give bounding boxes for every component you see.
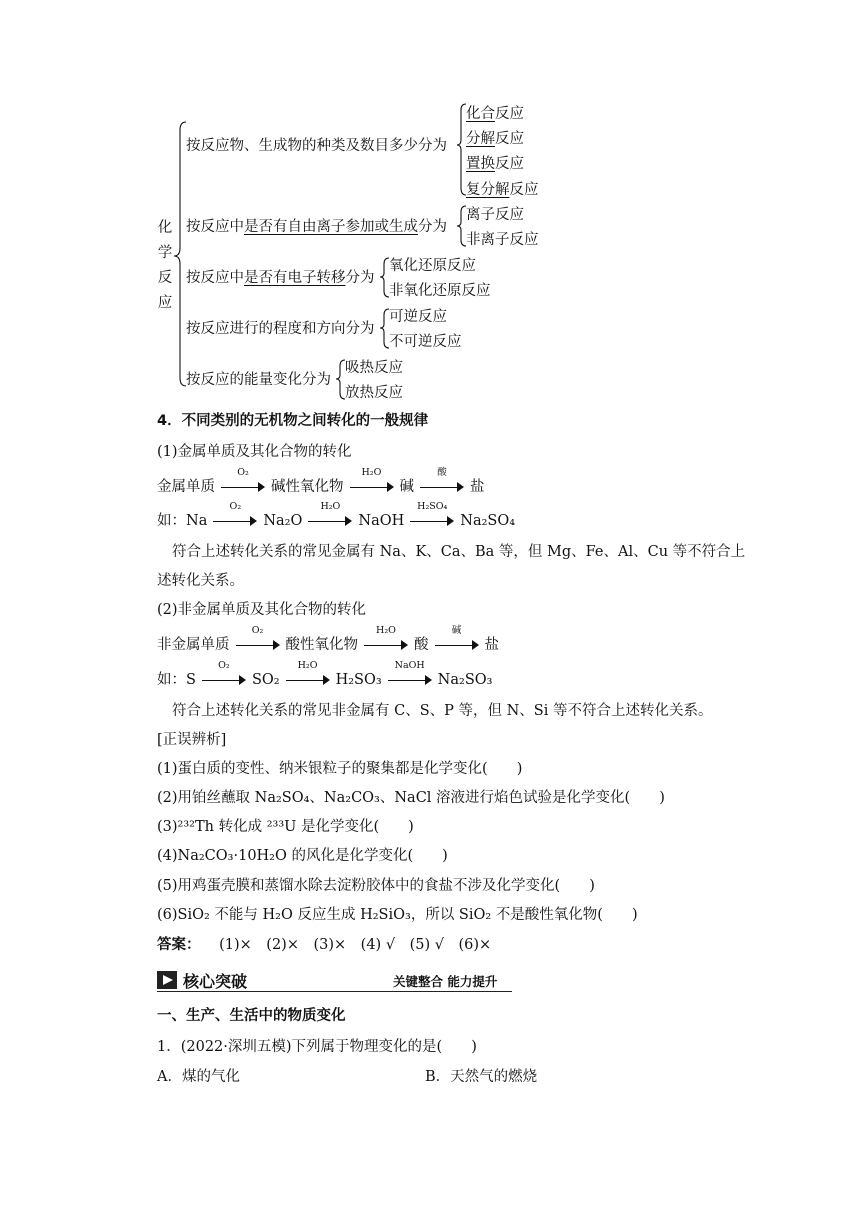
analysis-item: (1)蛋白质的变性、纳米银粒子的聚集都是化学变化( ) <box>157 761 523 777</box>
category-item: 可逆反应 <box>389 309 447 325</box>
answer-line <box>157 935 491 955</box>
answer-text: (1)× (2)× (3)× (4) √ (5) √ (6)× <box>219 937 492 953</box>
category-item: 化合反应 <box>466 106 524 122</box>
root-char: 应 <box>157 295 173 311</box>
root-char: 化 <box>157 220 173 236</box>
category-item: 非离子反应 <box>466 232 539 248</box>
category-item: 置换反应 <box>466 156 524 172</box>
nonmetal-conversion-chain: 非金属单质 O₂ 酸性氧化物 H₂O 酸 碱 盐 <box>157 625 499 653</box>
arrow-icon: H₂O <box>286 673 330 687</box>
arrow-icon: O₂ <box>236 638 280 652</box>
arrow-icon: 碱 <box>435 638 479 652</box>
row-label-by-ions: 按反应中是否有自由离子参加或生成分为 <box>186 219 447 235</box>
arrow-icon: NaOH <box>388 673 432 687</box>
metal-note-line1: 符合上述转化关系的常见金属有 Na、K、Ca、Ba 等，但 Mg、Fe、Al、Cu 等不符合上 <box>172 544 746 560</box>
metal-note-line2: 述转化关系。 <box>157 573 244 589</box>
arrow-icon: H₂O <box>364 638 408 652</box>
banner-subtitle: 关键整合 能力提升 <box>393 974 498 989</box>
section-banner <box>157 971 512 993</box>
root-char: 反 <box>157 270 173 286</box>
category-item: 放热反应 <box>345 385 403 401</box>
arrow-icon: H₂O <box>308 514 352 528</box>
row-label-by-energy: 按反应的能量变化分为 <box>186 372 331 388</box>
nonmetal-note: 符合上述转化关系的常见非金属有 C、S、P 等，但 N、Si 等不符合上述转化关系。 <box>172 703 713 719</box>
arrow-icon: H₂SO₄ <box>410 514 454 528</box>
row-label-by-reactants: 按反应物、生成物的种类及数目多少分为 <box>186 138 447 154</box>
subheading-metal: (1)金属单质及其化合物的转化 <box>157 444 352 460</box>
category-item: 分解反应 <box>466 131 524 147</box>
category-item: 吸热反应 <box>345 360 403 376</box>
answer-label: 答案： <box>157 937 201 953</box>
nonmetal-example-chain: 如：S O₂ SO₂ H₂O H₂SO₃ NaOH Na₂SO₃ <box>157 660 493 688</box>
row-label-by-electron-transfer: 按反应中是否有电子转移分为 <box>186 270 375 286</box>
arrow-icon: O₂ <box>221 480 265 494</box>
arrow-icon: 酸 <box>420 480 464 494</box>
option-a: A．煤的气化 <box>157 1069 240 1085</box>
arrow-icon: O₂ <box>213 514 257 528</box>
category-item: 不可逆反应 <box>389 334 462 350</box>
option-b: B．天然气的燃烧 <box>425 1069 538 1085</box>
subheading-nonmetal: (2)非金属单质及其化合物的转化 <box>157 602 367 618</box>
arrow-icon: H₂O <box>350 480 394 494</box>
play-icon <box>157 971 177 989</box>
analysis-item: (3)²³²Th 转化成 ²³³U 是化学变化( ) <box>157 819 414 835</box>
category-item: 离子反应 <box>466 207 524 223</box>
arrow-icon: O₂ <box>202 673 246 687</box>
question-stem: 1．(2022·深圳五模)下列属于物理变化的是( ) <box>157 1039 477 1055</box>
metal-example-chain: 如：Na O₂ Na₂O H₂O NaOH H₂SO₄ Na₂SO₄ <box>157 501 516 529</box>
analysis-item: (4)Na₂CO₃·10H₂O 的风化是化学变化( ) <box>157 848 448 864</box>
analysis-item: (6)SiO₂ 不能与 H₂O 反应生成 H₂SiO₃，所以 SiO₂ 不是酸性氧化物( ) <box>157 907 638 923</box>
part-heading: 一、生产、生活中的物质变化 <box>157 1008 346 1024</box>
category-item: 非氧化还原反应 <box>389 283 491 299</box>
analysis-item: (2)用铂丝蘸取 Na₂SO₄、Na₂CO₃、NaCl 溶液进行焰色试验是化学变化( ) <box>157 790 665 806</box>
root-char: 学 <box>157 245 173 261</box>
analysis-item: (5)用鸡蛋壳膜和蒸馏水除去淀粉胶体中的食盐不涉及化学变化( ) <box>157 878 595 894</box>
category-item: 氧化还原反应 <box>389 258 476 274</box>
banner-title: 核心突破 <box>183 972 248 991</box>
metal-conversion-chain: 金属单质 O₂ 碱性氧化物 H₂O 碱 酸 盐 <box>157 467 485 495</box>
section-heading: 4．不同类别的无机物之间转化的一般规律 <box>157 413 429 429</box>
analysis-heading: [正误辨析] <box>157 732 227 748</box>
row-label-by-reversibility: 按反应进行的程度和方向分为 <box>186 321 375 337</box>
banner-rule <box>157 991 512 992</box>
category-item: 复分解反应 <box>466 182 539 198</box>
